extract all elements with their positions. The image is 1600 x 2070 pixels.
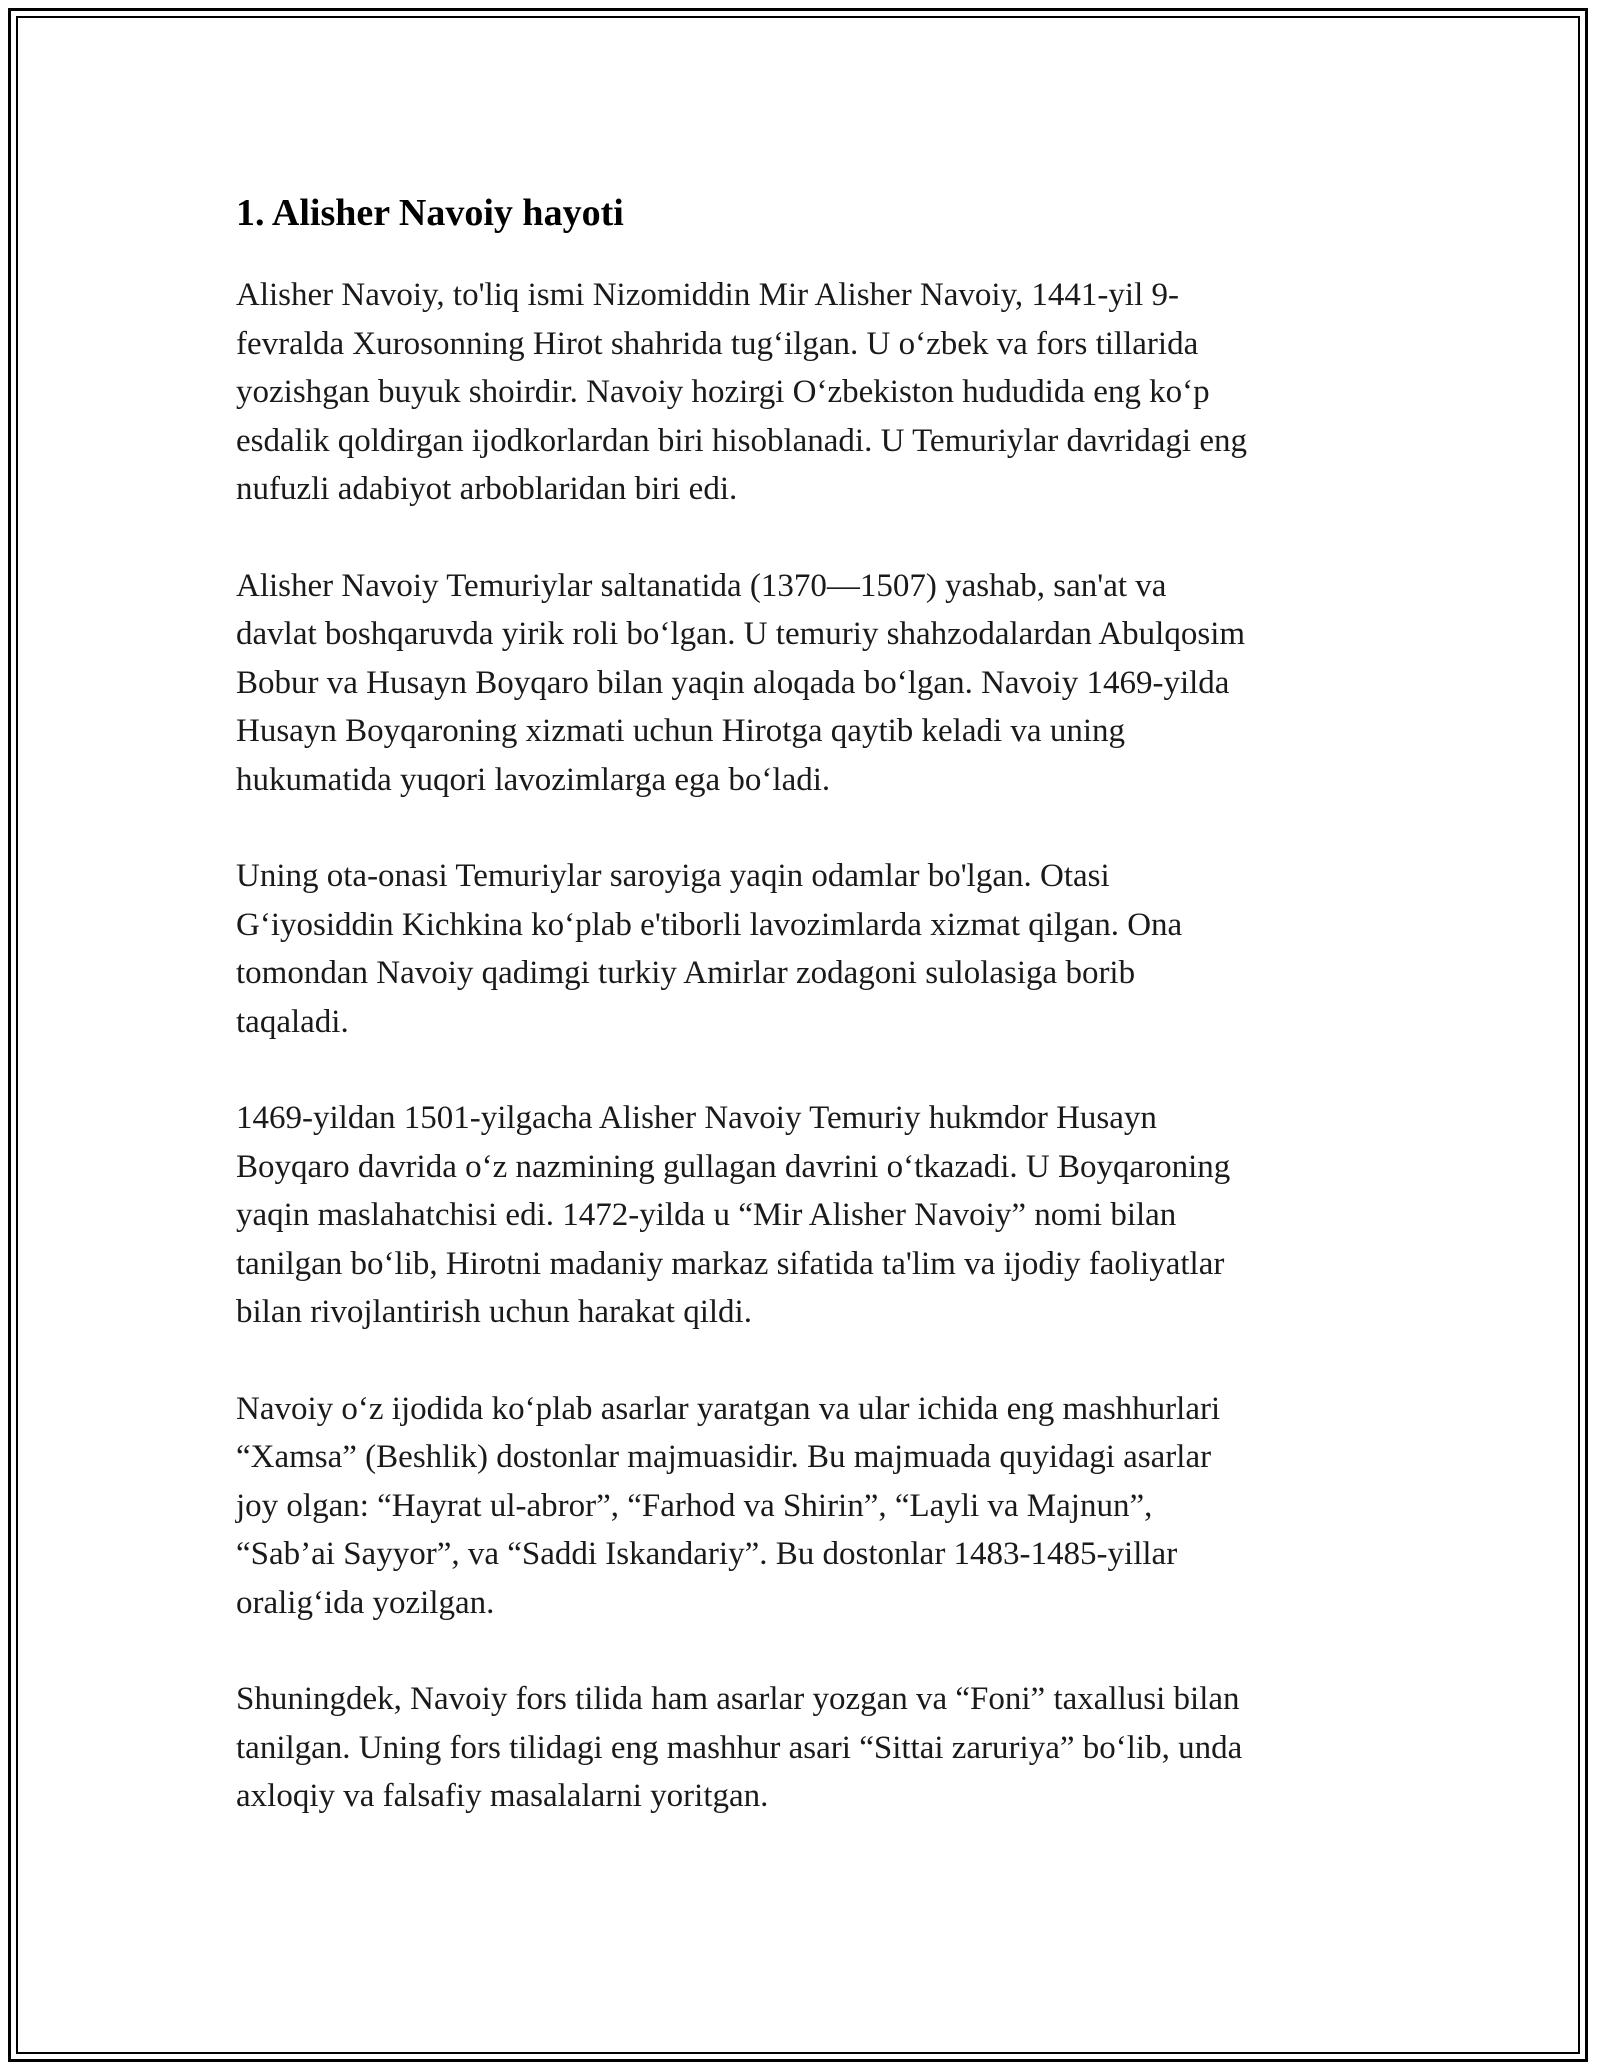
paragraph-2 xyxy=(236,562,1376,805)
text-line: oralig‘ida yozilgan. xyxy=(236,1584,495,1621)
text-line: Alisher Navoiy, to'liq ismi Nizomiddin Mir Alisher Navoiy, 1441-yil 9- xyxy=(236,277,1179,313)
text-line: tanilgan. Uning fors tilidagi eng mashhur asari “Sittai zaruriya” bo‘lib, unda xyxy=(236,1729,1243,1766)
text-line: fevralda Xurosonning Hirot shahrida tug‘ilgan. U o‘zbek va fors tillarida xyxy=(236,325,1199,362)
text-line: Uning ota-onasi Temuriylar saroyiga yaqin odamlar bo'lgan. Otasi xyxy=(236,858,1110,894)
text-line: “Xamsa” (Beshlik) dostonlar majmuasidir. Bu majmuada quyidagi asarlar xyxy=(236,1439,1212,1475)
text-line: 1469-yildan 1501-yilgacha Alisher Navoiy Temuriy hukmdor Husayn xyxy=(236,1100,1157,1136)
text-line: Navoiy o‘z ijodida ko‘plab asarlar yaratgan va ular ichida eng mashhurlari xyxy=(236,1390,1221,1427)
text-line: taqaladi. xyxy=(236,1003,349,1040)
text-line: nufuzli adabiyot arboblaridan biri edi. xyxy=(236,471,738,507)
text-line: Boyqaro davrida o‘z nazmining gullagan davrini o‘tkazadi. U Boyqaroning xyxy=(236,1148,1231,1185)
paragraph-1 xyxy=(236,271,1376,514)
paragraph-6 xyxy=(236,1675,1376,1821)
text-line: “Sab’ai Sayyor”, va “Saddi Iskandariy”. Bu dostonlar 1483-1485-yillar xyxy=(236,1536,1178,1572)
text-line: yozishgan buyuk shoirdir. Navoiy hozirgi O‘zbekiston hududida eng ko‘p xyxy=(236,374,1210,410)
text-line: yaqin maslahatchisi edi. 1472-yilda u “Mir Alisher Navoiy” nomi bilan xyxy=(236,1197,1177,1233)
text-line: G‘iyosiddin Kichkina ko‘plab e'tiborli lavozimlarda xizmat qilgan. Ona xyxy=(236,906,1183,943)
text-line: esdalik qoldirgan ijodkorlardan biri hisoblanadi. U Temuriylar davridagi eng xyxy=(236,422,1247,459)
document-body xyxy=(236,185,1376,1869)
text-line: joy olgan: “Hayrat ul-abror”, “Farhod va Shirin”, “Layli va Majnun”, xyxy=(236,1487,1153,1524)
text-line: Bobur va Husayn Boyqaro bilan yaqin aloqada bo‘lgan. Navoiy 1469-yilda xyxy=(236,664,1230,701)
text-line: bilan rivojlantirish uchun harakat qildi. xyxy=(236,1294,752,1330)
text-line: Alisher Navoiy Temuriylar saltanatida (1370—1507) yashab, san'at va xyxy=(236,567,1167,604)
text-line: Husayn Boyqaroning xizmati uchun Hirotga qaytib keladi va uning xyxy=(236,713,1125,749)
section-heading: 1. Alisher Navoiy hayoti xyxy=(236,192,624,234)
text-line: Shuningdek, Navoiy fors tilida ham asarlar yozgan va “Foni” taxallusi bilan xyxy=(236,1681,1240,1717)
text-line: axloqiy va falsafiy masalalarni yoritgan. xyxy=(236,1778,769,1814)
text-line: davlat boshqaruvda yirik roli bo‘lgan. U temuriy shahzodalardan Abulqosim xyxy=(236,616,1246,652)
paragraph-3 xyxy=(236,852,1376,1046)
text-line: tanilgan bo‘lib, Hirotni madaniy markaz sifatida ta'lim va ijodiy faoliyatlar xyxy=(236,1245,1225,1282)
text-line: hukumatida yuqori lavozimlarga ega bo‘ladi. xyxy=(236,761,831,798)
text-line: tomondan Navoiy qadimgi turkiy Amirlar zodagoni sulolasiga borib xyxy=(236,955,1136,991)
paragraph-5 xyxy=(236,1385,1376,1628)
paragraph-4 xyxy=(236,1094,1376,1337)
